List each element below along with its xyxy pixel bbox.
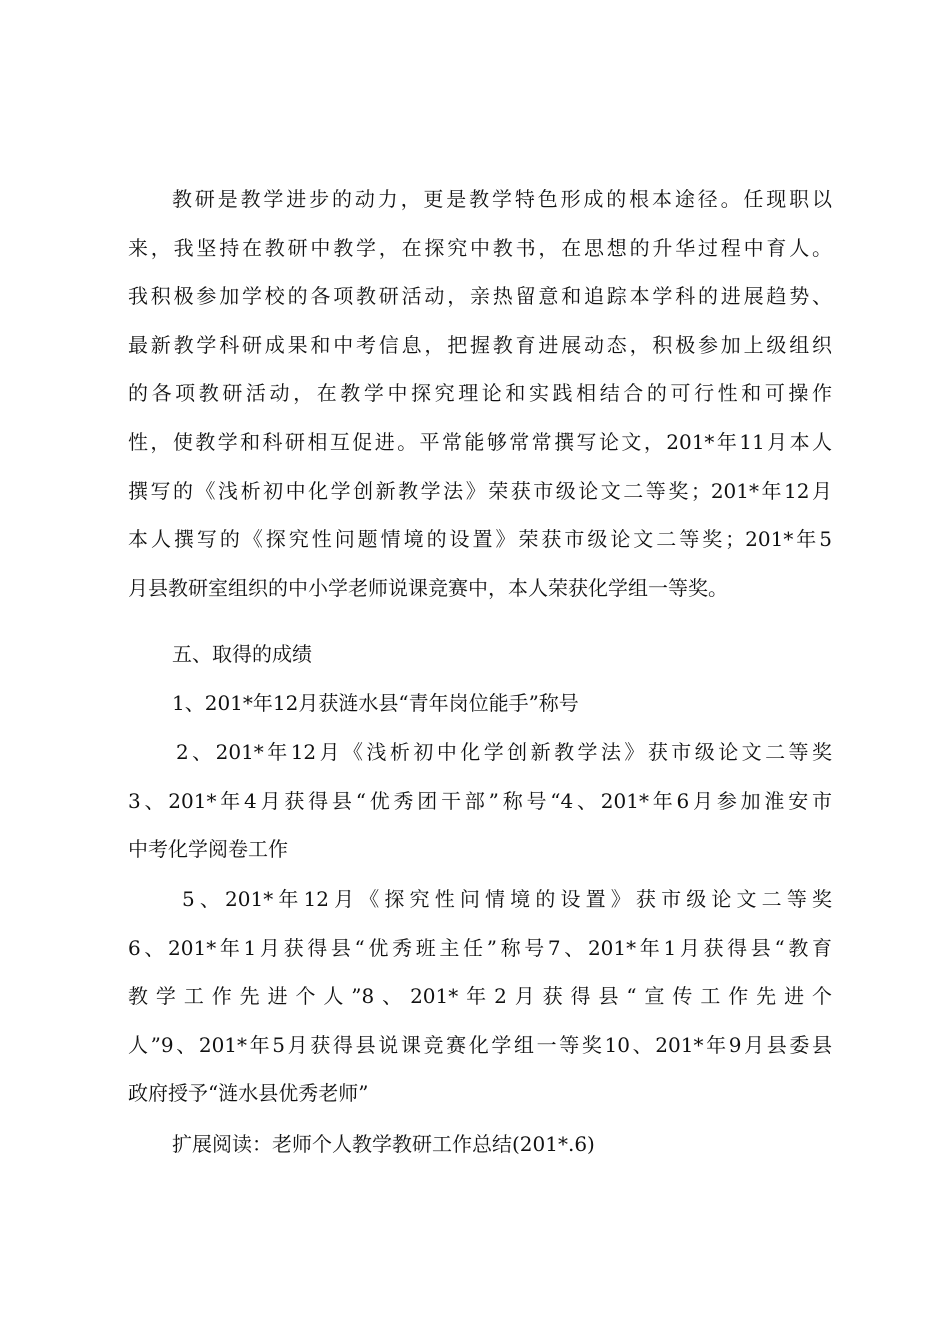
research-line-7: 撰写的《浅析初中化学创新教学法》荣获市级论文二等奖；201*年12月 (128, 478, 832, 503)
achievement-b-line-3: 教学工作先进个人”8、201*年2月获得县“宣传工作先进个 (128, 984, 832, 1009)
research-line-8: 本人撰写的《探究性问题情境的设置》荣获市级论文二等奖；201*年5 (128, 527, 832, 552)
research-line-9: 月县教研室组织的中小学老师说课竞赛中，本人荣获化学组一等奖。 (128, 575, 728, 600)
research-paragraph (128, 175, 832, 612)
achievement-b-line-5: 政府授予“涟水县优秀老师” (128, 1081, 369, 1106)
section-heading: 五、取得的成绩 (172, 642, 312, 666)
achievement-block-b (128, 875, 832, 1118)
research-line-4: 最新教学科研成果和中考信息，把握教育进展动态，积极参加上级组织 (128, 332, 832, 357)
achievement-b-line-2: 6、201*年1月获得县“优秀班主任”称号7、201*年1月获得县“教育 (128, 935, 832, 960)
research-line-2: 来，我坚持在教研中教学，在探究中教书，在思想的升华过程中育人。 (128, 235, 832, 260)
research-line-3: 我积极参加学校的各项教研活动，亲热留意和追踪本学科的进展趋势、 (128, 284, 832, 309)
achievement-b-line-4: 人”9、201*年5月获得县说课竞赛化学组一等奖10、201*年9月县委县 (128, 1032, 832, 1057)
achievement-a-line-1: 2、201*年12月《浅析初中化学创新教学法》获市级论文二等奖 (176, 740, 832, 764)
achievement-a-line-3: 中考化学阅卷工作 (128, 837, 288, 862)
research-line-6: 性，使教学和科研相互促进。平常能够常常撰写论文，201*年11月本人 (128, 429, 832, 454)
extended-reading: 扩展阅读：老师个人教学教研工作总结(201*.6) (172, 1132, 595, 1156)
research-line-1: 教研是教学进步的动力，更是教学特色形成的根本途径。任现职以 (172, 187, 832, 211)
achievement-b-line-1: 5、201*年12月《探究性问情境的设置》获市级论文二等奖 (182, 887, 832, 911)
achievement-1: 1、201*年12月获涟水县“青年岗位能手”称号 (172, 691, 579, 715)
research-line-5: 的各项教研活动，在教学中探究理论和实践相结合的可行性和可操作 (128, 381, 832, 406)
achievement-a-line-2: 3、201*年4月获得县“优秀团干部”称号“4、201*年6月参加淮安市 (128, 788, 832, 813)
achievement-block-a (128, 728, 832, 874)
